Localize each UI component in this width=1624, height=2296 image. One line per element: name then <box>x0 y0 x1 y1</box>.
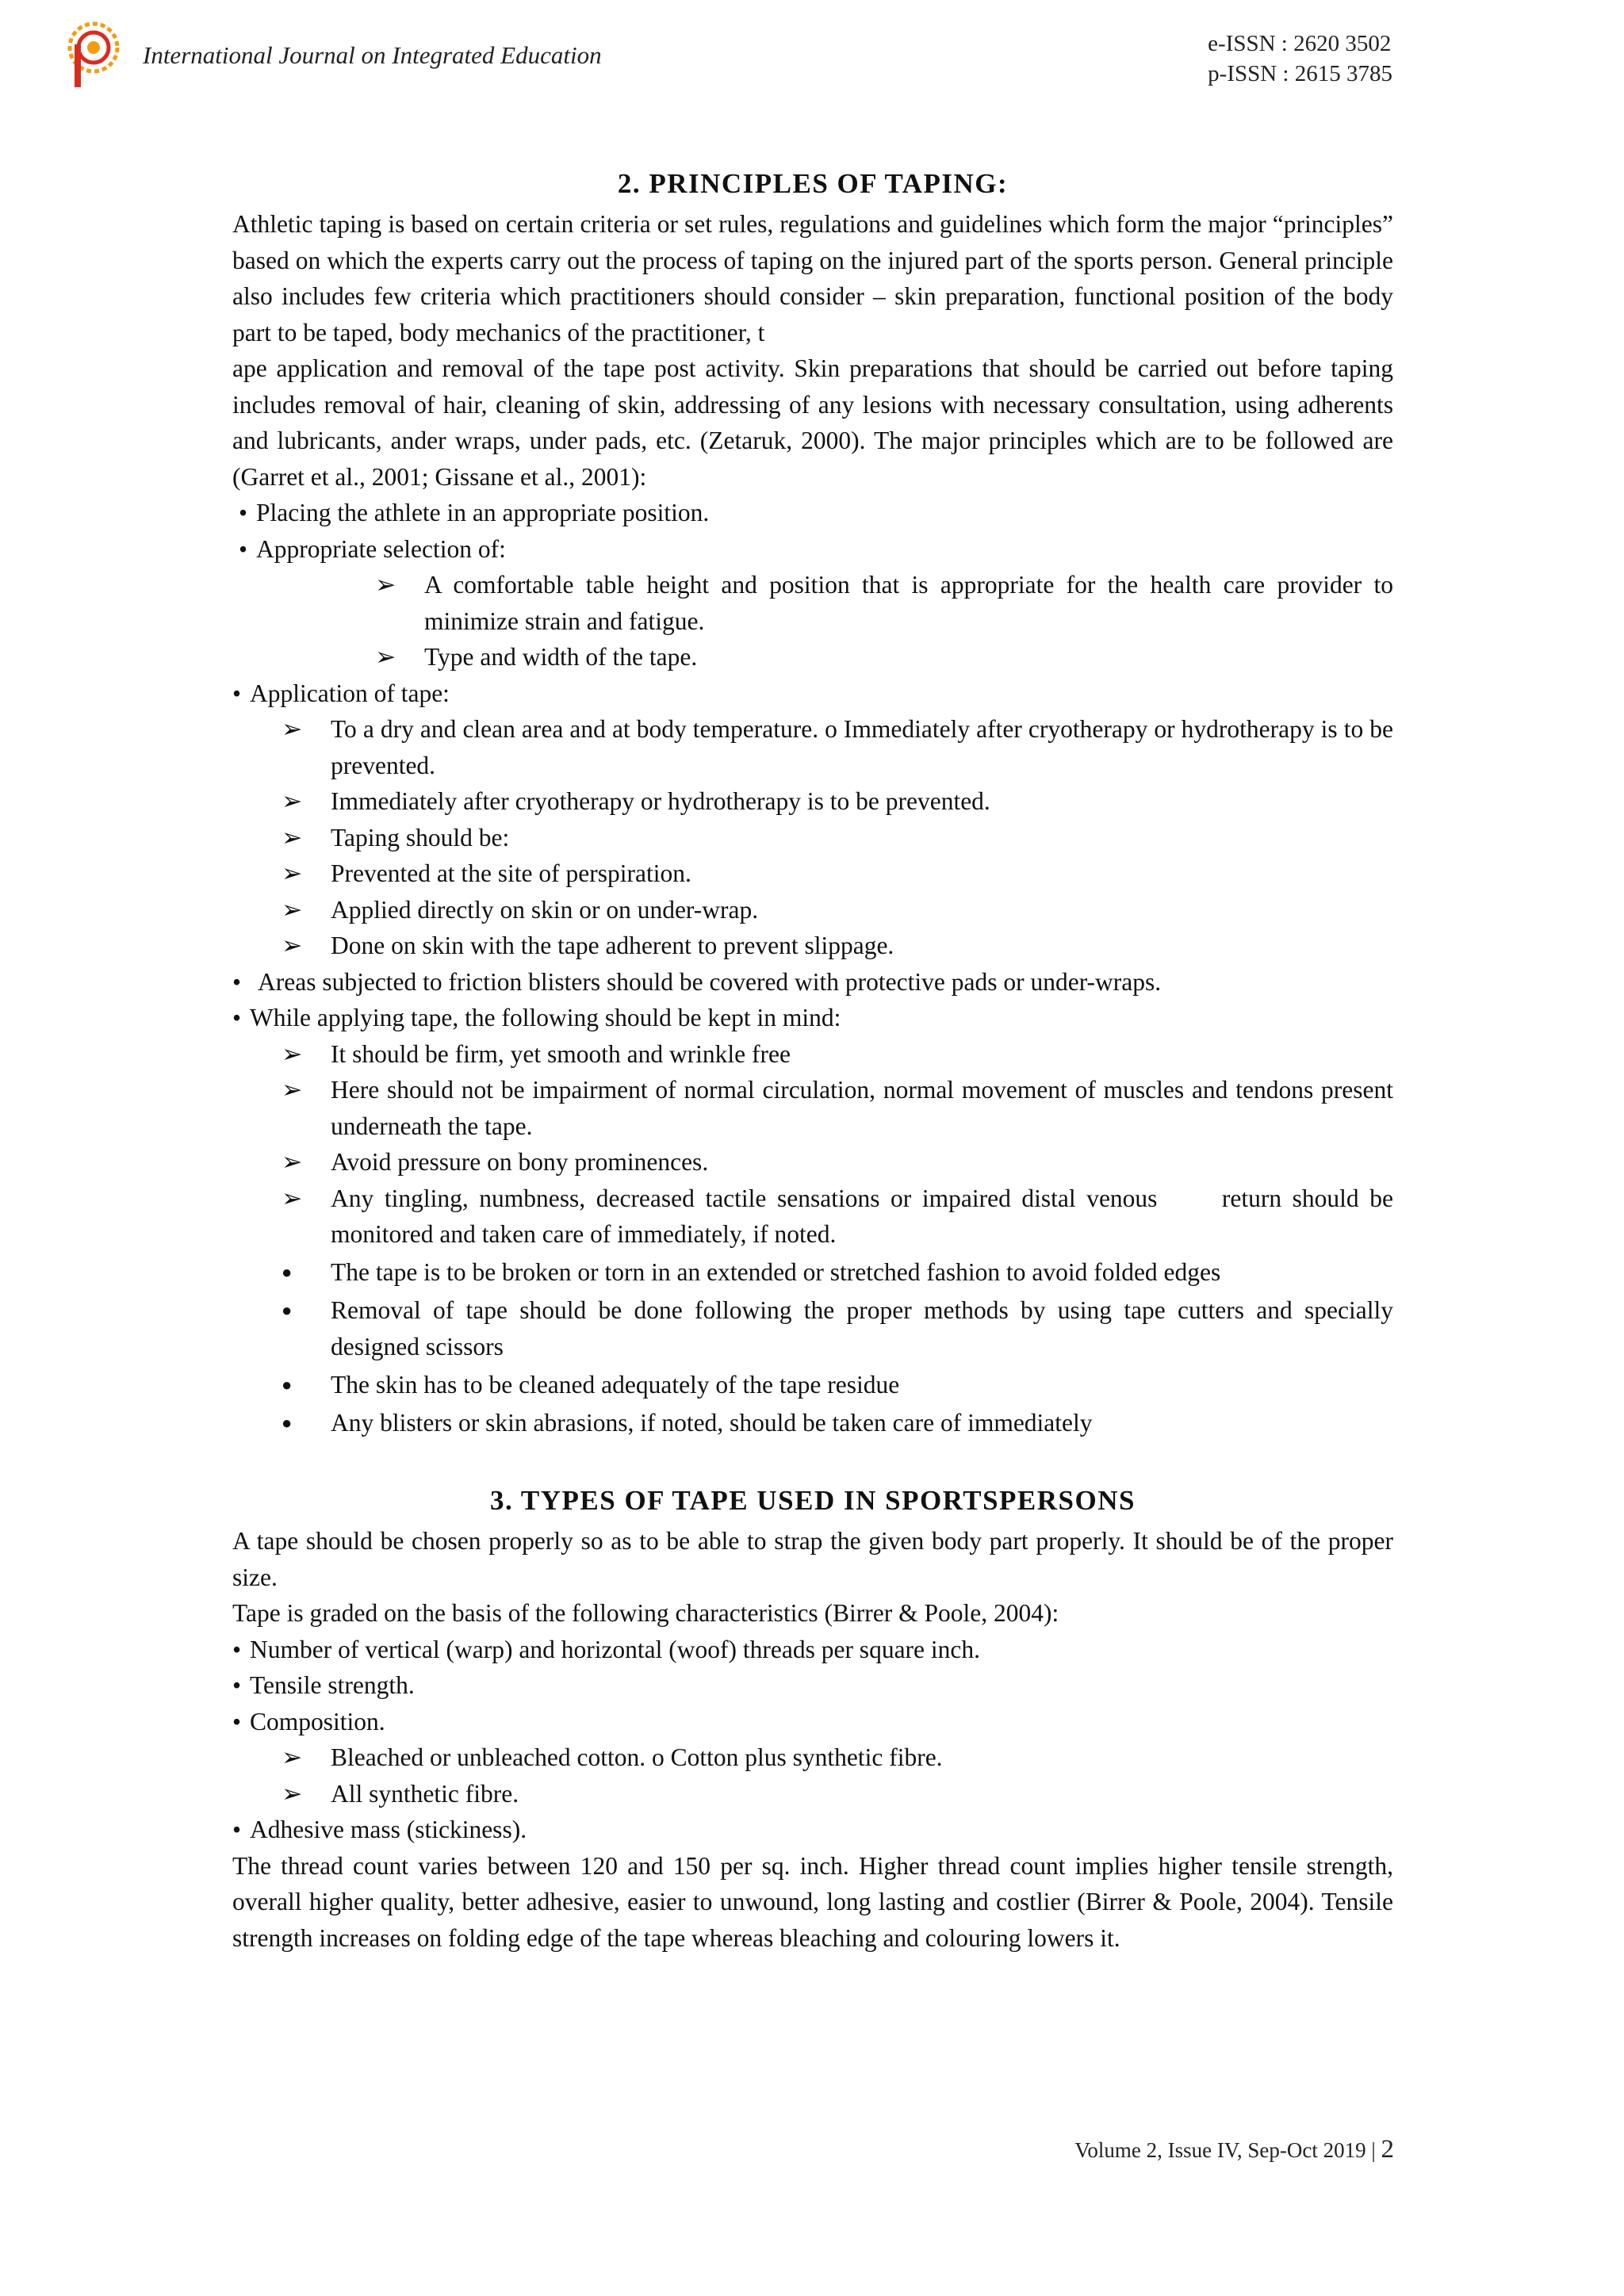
arrow-list-item: ➢ All synthetic fibre. <box>232 1776 1393 1812</box>
dot-bullet-icon: ● <box>282 1374 293 1395</box>
arrow-bullet-icon: ➢ <box>282 859 303 887</box>
list-item: • Application of tape: <box>232 675 1393 712</box>
journal-logo-icon <box>67 21 124 90</box>
bullet-marker: • <box>232 1671 242 1699</box>
list-item: • Appropriate selection of: <box>232 531 1393 568</box>
section-3-paragraph: A tape should be chosen properly so as to be able to strap the given body part properly. It should be of the proper size. <box>232 1527 1393 1591</box>
arrow-bullet-icon: ➢ <box>282 823 303 851</box>
pissn: p-ISSN : 2615 3785 <box>1208 61 1392 86</box>
section-3-paragraph: The thread count varies between 120 and 150 per sq. inch. Higher thread count implies higher tensile strength, overall higher quality, better adhesive, easier to unwound, long lasting and costlier (Birrer & Poole, 2004). Tensile strength increases on folding edge of the tape whereas bleaching and colouring lowers it. <box>232 1851 1393 1952</box>
arrow-bullet-icon: ➢ <box>282 1076 303 1104</box>
bullet-marker: • <box>232 967 242 996</box>
arrow-list-item: ➢ Prevented at the site of perspiration. <box>232 855 1393 892</box>
arrow-list-item: ➢ A comfortable table height and position that is appropriate for the health care provider to minimize strain and fatigue. <box>232 567 1393 639</box>
section-3-heading: 3. TYPES OF TAPE USED IN SPORTSPERSONS <box>490 1485 1136 1516</box>
bullet-marker: • <box>232 1635 242 1663</box>
arrow-bullet-icon: ➢ <box>282 895 303 924</box>
arrow-bullet-icon: ➢ <box>282 1184 303 1212</box>
arrow-list-item: ➢ Taping should be: <box>232 820 1393 856</box>
arrow-list-item: ➢ Any tingling, numbness, decreased tactile sensations or impaired distal venous return should be monitored and taken care of immediately, if noted. <box>232 1181 1393 1253</box>
volume-info: Volume 2, Issue IV, Sep-Oct 2019 | <box>1074 2138 1376 2162</box>
dot-list-item: ● The skin has to be cleaned adequately of the tape residue <box>232 1367 1393 1403</box>
arrow-list-item: ➢ Done on skin with the tape adherent to prevent slippage. <box>232 928 1393 964</box>
arrow-list-item: ➢ Immediately after cryotherapy or hydrotherapy is to be prevented. <box>232 783 1393 820</box>
arrow-bullet-icon: ➢ <box>282 932 303 959</box>
bullet-marker: • <box>232 1707 242 1735</box>
section-2-intro-cont: ape application and removal of the tape post activity. Skin preparations that should be carried out before taping includes removal of hair, cleaning of skin, addressing of any lesions with necessary consultation, using adherents and lubricants, ander wraps, under pads, etc. (Zetaruk, 2000). The major principles which are to be followed are (Garret et al., 2001; Gissane et al., 2001): <box>232 354 1393 491</box>
article-body <box>232 165 1393 1956</box>
section-2-heading: 2. PRINCIPLES OF TAPING: <box>617 168 1009 199</box>
arrow-bullet-icon: ➢ <box>282 787 303 815</box>
arrow-list-item: ➢ It should be firm, yet smooth and wrinkle free <box>232 1036 1393 1073</box>
issn-block <box>1208 29 1392 89</box>
arrow-bullet-icon: ➢ <box>282 1743 303 1771</box>
arrow-bullet-icon: ➢ <box>282 1039 303 1068</box>
arrow-bullet-icon: ➢ <box>282 1148 303 1176</box>
list-item: • While applying tape, the following should be kept in mind: <box>232 1000 1393 1036</box>
list-item: • Adhesive mass (stickiness). <box>232 1812 1393 1848</box>
dot-bullet-icon: ● <box>282 1300 293 1320</box>
arrow-list-item: ➢ Here should not be impairment of normal circulation, normal movement of muscles and tendons present underneath the tape. <box>232 1072 1393 1144</box>
bullet-marker: • <box>232 1004 242 1031</box>
bullet-marker: • <box>232 1816 242 1843</box>
dot-list-item: ● Any blisters or skin abrasions, if noted, should be taken care of immediately <box>232 1405 1393 1441</box>
page-footer <box>1074 2135 1394 2164</box>
arrow-bullet-icon: ➢ <box>282 715 303 743</box>
dot-list-item: ● Removal of tape should be done following the proper methods by using tape cutters and specially designed scissors <box>232 1292 1393 1364</box>
section-3-paragraph: Tape is graded on the basis of the following characteristics (Birrer & Poole, 2004): <box>232 1599 1059 1627</box>
eissn: e-ISSN : 2620 3502 <box>1208 31 1392 56</box>
list-item: • Composition. <box>232 1704 1393 1740</box>
page-number: 2 <box>1381 2135 1394 2164</box>
bullet-marker: • <box>239 499 248 526</box>
dot-bullet-icon: ● <box>282 1412 293 1433</box>
journal-title: International Journal on Integrated Education <box>143 41 602 69</box>
bullet-marker: • <box>232 679 242 707</box>
list-item: • Tensile strength. <box>232 1667 1393 1704</box>
bullet-marker: • <box>239 534 248 563</box>
arrow-list-item: ➢ To a dry and clean area and at body temperature. o Immediately after cryotherapy or hydrotherapy is to be prevented. <box>232 711 1393 783</box>
arrow-bullet-icon: ➢ <box>375 643 396 671</box>
dot-bullet-icon: ● <box>282 1262 293 1282</box>
arrow-list-item: ➢ Bleached or unbleached cotton. o Cotton plus synthetic fibre. <box>232 1739 1393 1776</box>
arrow-list-item: ➢ Applied directly on skin or on under-wrap. <box>232 892 1393 928</box>
arrow-list-item: ➢ Avoid pressure on bony prominences. <box>232 1144 1393 1181</box>
arrow-list-item: ➢ Type and width of the tape. <box>232 639 1393 675</box>
arrow-bullet-icon: ➢ <box>282 1779 303 1808</box>
arrow-bullet-icon: ➢ <box>375 571 396 599</box>
list-item: • Areas subjected to friction blisters should be covered with protective pads or under-wraps. <box>232 964 1393 1001</box>
dot-list-item: ● The tape is to be broken or torn in an extended or stretched fashion to avoid folded edges <box>232 1254 1393 1291</box>
list-item: • Placing the athlete in an appropriate position. <box>232 495 1393 531</box>
list-item: • Number of vertical (warp) and horizontal (woof) threads per square inch. <box>232 1632 1393 1668</box>
section-2-intro: Athletic taping is based on certain criteria or set rules, regulations and guidelines which form the major “principles” based on which the experts carry out the process of taping on the injured part of the sports person. General principle also includes few criteria which practitioners should consider – skin preparation, functional position of the body part to be taped, body mechanics of the practitioner, t <box>232 210 1393 346</box>
